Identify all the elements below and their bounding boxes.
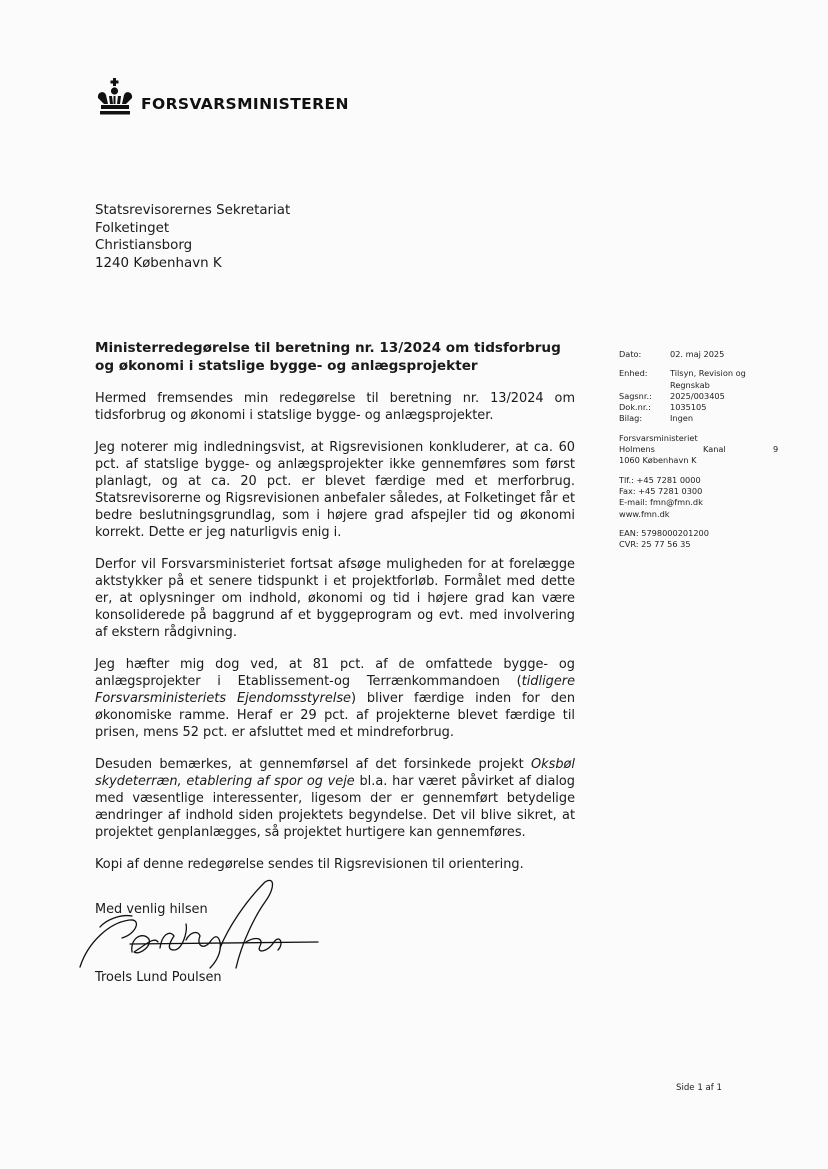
cvr-number: CVR: 25 77 56 35: [619, 539, 691, 550]
doc-value: 1035105: [670, 402, 707, 413]
doc-row: [619, 402, 780, 413]
paragraph-5-text-end: bl.a. har været påvirket af dialog med væsentlige interessenter, ligesom der er gennemført betydelige ændringer af indhold siden projektets begyndelse. Det vil blive sikret, at projektet genplanlægges, så projektet hurtigere kan gennemføres.: [95, 774, 575, 840]
paragraph-1: Hermed fremsendes min redegørelse til beretning nr. 13/2024 om tidsforbrug og økonomi i statslige bygge- og anlægsprojekter.: [95, 391, 575, 423]
paragraph-3: Derfor vil Forsvarsministeriet fortsat afsøge muligheden for at forelægge aktstykker på et senere tidspunkt i et projektforløb. Formålet med dette er, at oplysninger om indhold, økonomi og tid i højere grad kan være konsoliderede på baggrund af et byggeprogram og evt. med involvering af ekstern rådgivning.: [95, 557, 575, 640]
date-row: [619, 349, 780, 360]
paragraph-4-text: Jeg hæfter mig dog ved, at 81 pct. af de omfattede bygge- og anlægsprojekter i Etablissement-og Terrænkommandoen (: [95, 657, 575, 689]
fax: Fax: +45 7281 0300: [619, 485, 703, 496]
recipient-line: Folketinget: [95, 220, 170, 236]
letter-body: [95, 339, 575, 888]
unit-value: Tilsyn, Revision og Regnskab: [670, 368, 746, 390]
recipient-address: [95, 202, 290, 272]
attachment-row: [619, 413, 780, 424]
ministry-name: FORSVARSMINISTEREN: [141, 95, 349, 113]
recipient-line: 1240 København K: [95, 255, 222, 271]
letterhead-logo: [95, 78, 349, 116]
attachment-value: Ingen: [670, 413, 694, 424]
email: E-mail: fmn@fmn.dk: [619, 497, 703, 508]
org-name: Forsvarsministeriet: [619, 432, 698, 443]
city: 1060 København K: [619, 455, 697, 466]
attachment-label: Bilag:: [619, 413, 643, 424]
case-row: [619, 391, 780, 402]
paragraph-5-italic: Oksbøl skydeterræn, etablering af spor og veje: [95, 757, 575, 789]
case-value: 2025/003405: [670, 390, 725, 401]
paragraph-5: [95, 756, 575, 841]
paragraph-6: Kopi af denne redegørelse sendes til Rigsrevisionen til orientering.: [95, 857, 524, 872]
case-label: Sagsnr.:: [619, 390, 652, 401]
paragraph-4: [95, 656, 575, 741]
closing-salutation: Med venlig hilsen: [95, 902, 208, 917]
street-number: 9: [773, 444, 779, 455]
street-address: [619, 444, 779, 455]
sidebar-info: [619, 349, 780, 550]
paragraph-4-italic: tidligere Forsvarsministeriets Ejendomsstyrelse: [95, 674, 575, 706]
signer-name: Troels Lund Poulsen: [95, 970, 222, 985]
unit-row: [619, 368, 780, 391]
ean-number: EAN: 5798000201200: [619, 527, 709, 538]
phone: Tlf.: +45 7281 0000: [619, 474, 701, 485]
website: www.fmn.dk: [619, 508, 670, 519]
street-part: Holmens: [619, 444, 655, 455]
date-label: Dato:: [619, 349, 642, 359]
paragraph-4-text-end: ) bliver færdige inden for den økonomiske ramme. Heraf er 29 pct. af projekterne blevet færdige til prisen, mens 52 pct. er afsluttet med et mindreforbrug.: [95, 691, 575, 740]
doc-label: Dok.nr.:: [619, 402, 651, 413]
page-number: Side 1 af 1: [676, 1083, 723, 1093]
unit-label: Enhed:: [619, 368, 648, 379]
date-value: 02. maj 2025: [670, 349, 725, 359]
paragraph-5-text: Desuden bemærkes, at gennemførsel af det forsinkede projekt: [95, 757, 532, 772]
letter-title: Ministerredegørelse til beretning nr. 13/2024 om tidsforbrug og økonomi i statslige bygge- og anlægsprojekter: [95, 340, 561, 374]
crown-icon: [95, 78, 135, 116]
recipient-line: Statsrevisorernes Sekretariat: [95, 203, 291, 218]
street-part: Kanal: [703, 444, 726, 455]
recipient-line: Christiansborg: [95, 238, 193, 253]
paragraph-2: Jeg noterer mig indledningsvist, at Rigsrevisionen konkluderer, at ca. 60 pct. af statslige bygge- og anlægsprojekter ikke gennemføres som først planlagt, og at ca. 20 pct. er blevet færdige med et merforbrug. Statsrevisorerne og Rigsrevisionen anbefaler således, at Folketinget får et bedre beslutningsgrundlag, som i højere grad afspejler tid og økonomi korrekt. Dette er jeg naturligvis enig i.: [95, 440, 575, 540]
